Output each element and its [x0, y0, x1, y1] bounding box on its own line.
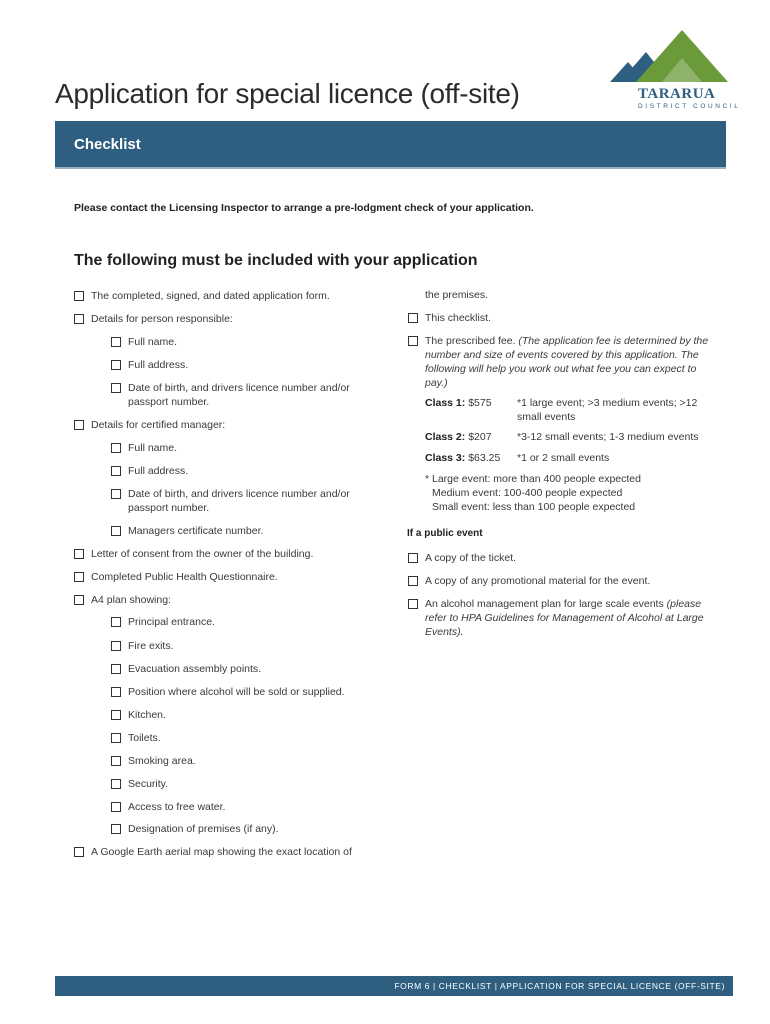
plan-item: Access to free water. [111, 800, 225, 814]
checkbox[interactable] [74, 847, 84, 857]
mountain-logo-icon [606, 28, 732, 84]
checkbox[interactable] [74, 572, 84, 582]
checkbox[interactable] [111, 824, 121, 834]
logo-name: TARARUA [638, 86, 716, 102]
plan-item: Smoking area. [111, 754, 196, 768]
event-size-small: Small event: less than 100 people expected [432, 501, 636, 513]
checklist-item-a4-plan: A4 plan showing: [74, 593, 171, 607]
continued-text: the premises. [425, 289, 489, 301]
checkbox[interactable] [111, 526, 121, 536]
plan-item: Fire exits. [111, 639, 174, 653]
checkbox[interactable] [111, 710, 121, 720]
checklist-item-letter-of-consent: Letter of consent from the owner of the building. [74, 547, 313, 561]
fee-class-row: Class 1: $575 *1 large event; >3 medium events; >12 small events [425, 397, 698, 423]
checklist-item-google-earth: A Google Earth aerial map showing the exact location of [74, 845, 352, 859]
checklist-item-person-responsible: Details for person responsible: [74, 312, 233, 326]
checkbox[interactable] [111, 756, 121, 766]
checklist-item-ticket-copy: A copy of the ticket. [408, 551, 516, 565]
council-logo [606, 28, 741, 114]
event-size-large: * Large event: more than 400 people expected [425, 473, 641, 485]
checklist-subitem-pr-full-address: Full address. [111, 358, 188, 372]
checkbox[interactable] [111, 617, 121, 627]
checklist-item-this-checklist: This checklist. [408, 311, 491, 325]
alcohol-plan-lead: An alcohol management plan for large scale events [425, 598, 664, 610]
checkbox[interactable] [408, 553, 418, 563]
checklist-item-promo-copy: A copy of any promotional material for the event. [408, 574, 650, 588]
fee-note: (The application fee is determined by the number and size of events covered by this application. The following will help you work out what fee you can expect to pay.) [425, 335, 709, 389]
checkbox[interactable] [111, 443, 121, 453]
checkbox[interactable] [111, 687, 121, 697]
footer-text: FORM 6 | CHECKLIST | APPLICATION FOR SPECIAL LICENCE (OFF-SITE) [394, 981, 725, 991]
section-title: The following must be included with your application [74, 252, 478, 269]
checkbox[interactable] [74, 420, 84, 430]
checkbox[interactable] [74, 314, 84, 324]
banner-title: Checklist [74, 136, 141, 153]
footer-bar [55, 976, 733, 996]
checkbox[interactable] [74, 549, 84, 559]
checkbox[interactable] [408, 336, 418, 346]
plan-item: Position where alcohol will be sold or supplied. [111, 685, 345, 699]
checkbox[interactable] [111, 489, 121, 499]
plan-item: Evacuation assembly points. [111, 662, 261, 676]
checklist-subitem-cm-full-address: Full address. [111, 464, 188, 478]
checklist-item-alcohol-plan [408, 597, 713, 639]
checkbox[interactable] [74, 291, 84, 301]
plan-item: Designation of premises (if any). [111, 822, 279, 836]
checkbox[interactable] [111, 664, 121, 674]
checkbox[interactable] [111, 360, 121, 370]
checkbox[interactable] [408, 576, 418, 586]
checkbox[interactable] [111, 641, 121, 651]
public-event-heading: If a public event [407, 528, 483, 539]
checklist-item-completed-form: The completed, signed, and dated application form. [74, 289, 330, 303]
event-size-medium: Medium event: 100-400 people expected [432, 487, 623, 499]
checklist-subitem-cm-full-name: Full name. [111, 441, 177, 455]
checklist-item-public-health: Completed Public Health Questionnaire. [74, 570, 278, 584]
plan-item: Security. [111, 777, 168, 791]
checkbox[interactable] [111, 383, 121, 393]
checklist-subitem-pr-dob: Date of birth, and drivers licence number and/or passport number. [111, 381, 371, 409]
checkbox[interactable] [74, 595, 84, 605]
checklist-item-certified-manager: Details for certified manager: [74, 418, 225, 432]
fee-lead: The prescribed fee. [425, 335, 516, 347]
page-title: Application for special licence (off-site) [55, 78, 520, 109]
alcohol-plan-note: (please refer to HPA Guidelines for Management of Alcohol at Large Events). [425, 598, 704, 638]
checkbox[interactable] [408, 599, 418, 609]
checkbox[interactable] [111, 802, 121, 812]
checklist-item-prescribed-fee [408, 334, 713, 390]
plan-item: Kitchen. [111, 708, 166, 722]
checklist-subitem-pr-full-name: Full name. [111, 335, 177, 349]
checkbox[interactable] [111, 779, 121, 789]
checklist-subitem-cm-dob: Date of birth, and drivers licence number and/or passport number. [111, 487, 371, 515]
logo-subtitle: DISTRICT COUNCIL [638, 103, 741, 110]
checkbox[interactable] [111, 466, 121, 476]
plan-item: Principal entrance. [111, 615, 215, 629]
fee-class-row: Class 3: $63.25 *1 or 2 small events [425, 452, 610, 464]
checkbox[interactable] [111, 733, 121, 743]
checkbox[interactable] [111, 337, 121, 347]
plan-item: Toilets. [111, 731, 161, 745]
checkbox[interactable] [408, 313, 418, 323]
checklist-banner [55, 121, 726, 169]
fee-class-row: Class 2: $207 *3-12 small events; 1-3 medium events [425, 431, 699, 443]
checklist-subitem-cm-certificate: Managers certificate number. [111, 524, 263, 538]
intro-text: Please contact the Licensing Inspector to arrange a pre-lodgment check of your application. [74, 202, 534, 214]
